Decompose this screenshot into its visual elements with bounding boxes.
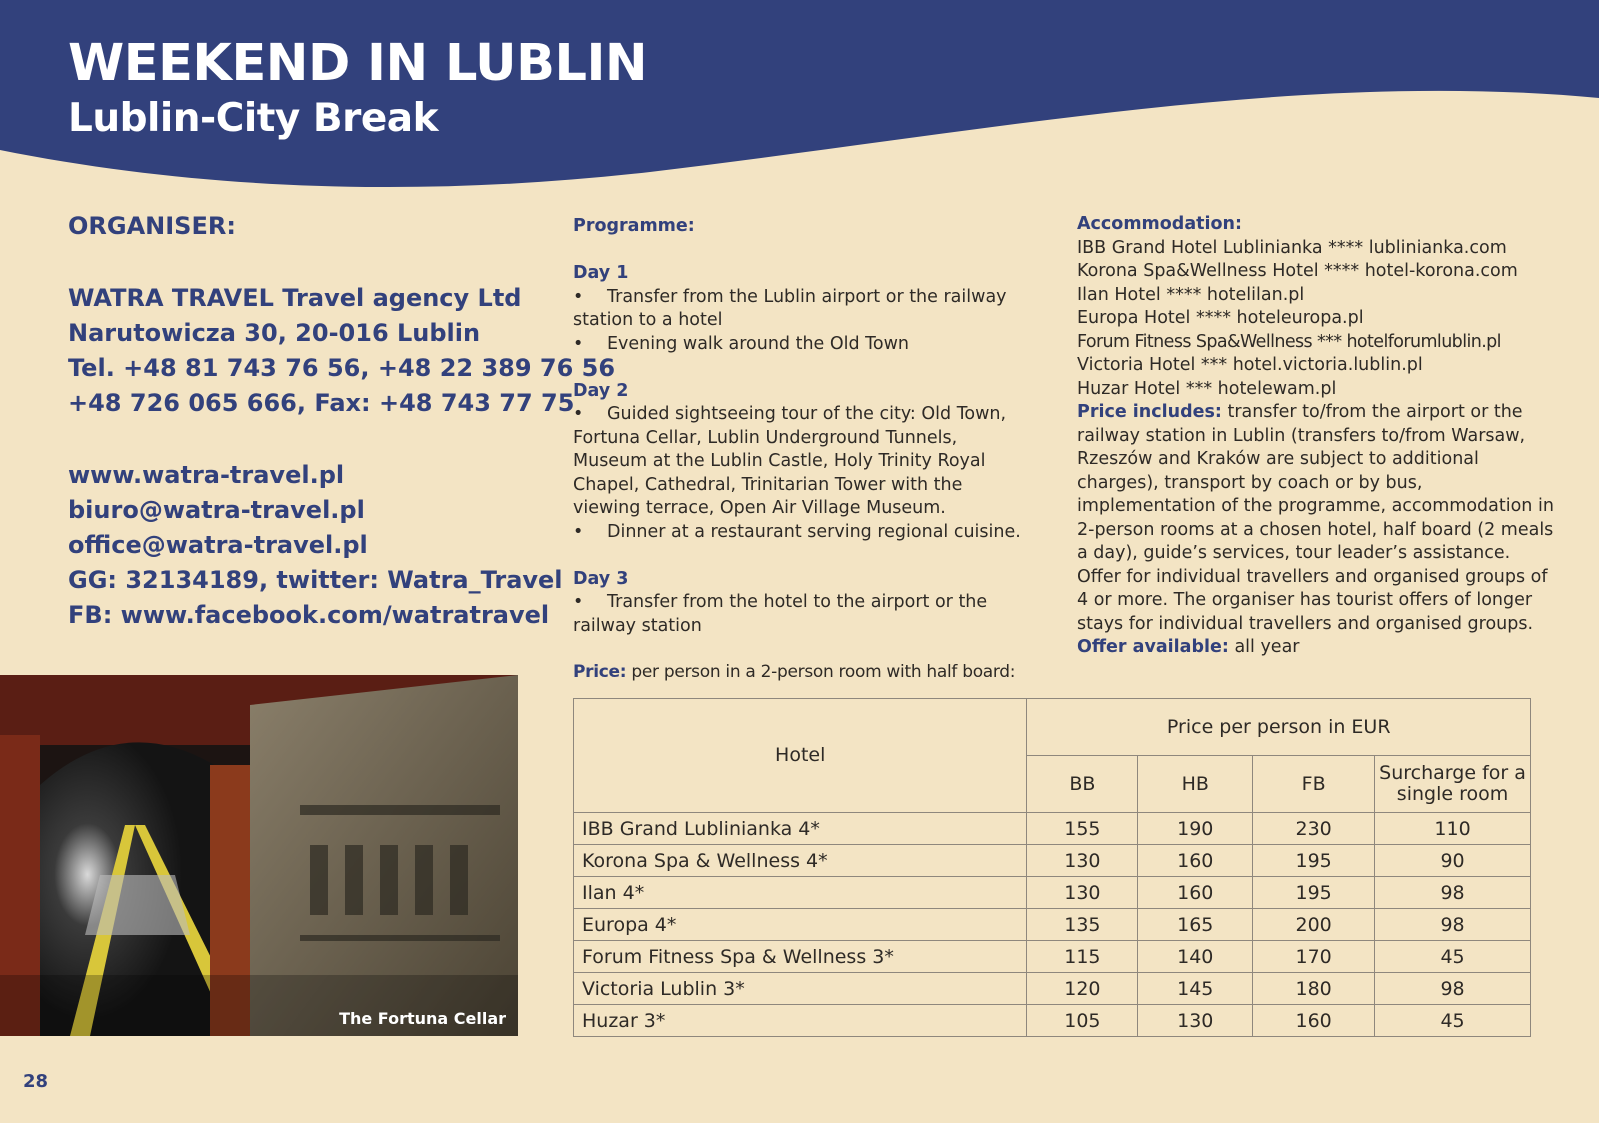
cell-bb: 130	[1027, 877, 1138, 909]
price-table	[573, 698, 1531, 1037]
list-item: • Transfer from the hotel to the airport or the railway station	[573, 592, 988, 636]
price-text: per person in a 2-person room with half board:	[626, 662, 1016, 682]
table-row	[574, 877, 1531, 909]
column-header-bb: BB	[1027, 756, 1138, 813]
column-header-hb: HB	[1138, 756, 1253, 813]
cell-hotel: Korona Spa & Wellness 4*	[574, 845, 1027, 877]
page-number: 28	[23, 1071, 49, 1092]
cell-hb: 160	[1138, 877, 1253, 909]
list-item: • Evening walk around the Old Town	[573, 333, 1033, 357]
fortuna-cellar-photo	[0, 675, 518, 1036]
tunnel-image	[0, 675, 518, 1036]
price-includes-text: transfer to/from the airport or the railway station in Lublin (transfers to/from Warsaw, Rzeszów and Kraków are subject to additional charges), transport by coach or by bus, implementation of the programme, accommodation in 2-person rooms at a chosen hotel, half board (2 meals a day), guide’s services, tour leader’s assistance. Offer for individual travellers and organised groups of 4 or more. The organiser has tourist offers of longer stays for individual travellers and organised groups.	[1077, 402, 1554, 634]
list-item: • Guided sightseeing tour of the city: Old Town, Fortuna Cellar, Lublin Underground Tunnels, Museum at the Lublin Castle, Holy Trinity Royal Chapel, Cathedral, Trinitarian Tower with the viewing terrace, Open Air Village Museum.	[573, 404, 1007, 518]
website-link[interactable]: www.watra-travel.pl	[68, 461, 345, 489]
cell-hb: 190	[1138, 813, 1253, 845]
cell-fb: 170	[1253, 941, 1375, 973]
price-label: Price:	[573, 662, 627, 682]
table-row	[574, 1005, 1531, 1037]
table-row	[574, 909, 1531, 941]
bullet-icon: •	[573, 592, 584, 612]
cell-hb: 130	[1138, 1005, 1253, 1037]
cell-fb: 200	[1253, 909, 1375, 941]
cell-bb: 115	[1027, 941, 1138, 973]
table-row	[574, 973, 1531, 1005]
cell-fb: 195	[1253, 877, 1375, 909]
bullet-icon: •	[573, 404, 584, 424]
cell-single: 98	[1375, 909, 1531, 941]
page-subtitle: Lublin-City Break	[68, 96, 439, 141]
organiser-contact	[68, 281, 615, 421]
email-link-office[interactable]: office@watra-travel.pl	[68, 531, 368, 559]
bullet-icon: •	[573, 333, 584, 354]
accommodation-heading: Accommodation:	[1077, 214, 1242, 234]
cell-fb: 195	[1253, 845, 1375, 877]
cell-fb: 230	[1253, 813, 1375, 845]
cell-single: 45	[1375, 941, 1531, 973]
hotel-item: Korona Spa&Wellness Hotel **** hotel-korona.com	[1077, 261, 1518, 281]
cell-hotel: Forum Fitness Spa & Wellness 3*	[574, 941, 1027, 973]
hotel-item: Forum Fitness Spa&Wellness *** hotelforumlublin.pl	[1077, 331, 1501, 352]
price-note	[573, 661, 1015, 684]
cell-single: 90	[1375, 845, 1531, 877]
hotel-item: Ilan Hotel **** hotelilan.pl	[1077, 284, 1305, 305]
hotel-item: Victoria Hotel *** hotel.victoria.lublin.pl	[1077, 355, 1423, 375]
table-row	[574, 813, 1531, 845]
column-header-single: Surcharge for a single room	[1375, 756, 1531, 813]
table-row	[574, 941, 1531, 973]
organiser-phone-fax: +48 726 065 666, Fax: +48 743 77 75	[68, 389, 575, 417]
page-title: WEEKEND IN LUBLIN	[68, 34, 648, 93]
cell-hotel: IBB Grand Lublinianka 4*	[574, 813, 1027, 845]
cell-single: 98	[1375, 877, 1531, 909]
programme-heading: Programme:	[573, 216, 695, 236]
offer-availability	[1077, 636, 1557, 660]
social-contacts: GG: 32134189, twitter: Watra_Travel	[68, 566, 563, 594]
hotel-item: Europa Hotel **** hoteleuropa.pl	[1077, 308, 1364, 328]
cell-hb: 160	[1138, 845, 1253, 877]
bullet-icon: •	[573, 286, 584, 307]
cell-bb: 105	[1027, 1005, 1138, 1037]
offer-text: all year	[1228, 637, 1300, 657]
cell-hotel: Huzar 3*	[574, 1005, 1027, 1037]
hotel-item: IBB Grand Hotel Lublinianka **** lublinianka.com	[1077, 237, 1507, 258]
column-header-fb: FB	[1253, 756, 1375, 813]
cell-single: 98	[1375, 973, 1531, 1005]
offer-label: Offer available:	[1077, 637, 1229, 657]
organiser-heading: ORGANISER:	[68, 212, 236, 240]
cell-bb: 120	[1027, 973, 1138, 1005]
cell-hotel: Ilan 4*	[574, 877, 1027, 909]
accommodation-section	[1077, 213, 1557, 660]
cell-hb: 140	[1138, 941, 1253, 973]
list-item: • Dinner at a restaurant serving regional cuisine.	[573, 521, 1033, 545]
cell-bb: 135	[1027, 909, 1138, 941]
organiser-company: WATRA TRAVEL Travel agency Ltd	[68, 284, 522, 312]
cell-bb: 155	[1027, 813, 1138, 845]
cell-hotel: Europa 4*	[574, 909, 1027, 941]
facebook-link[interactable]: FB: www.facebook.com/watratravel	[68, 601, 550, 629]
bullet-icon: •	[573, 521, 584, 542]
hotel-item: Huzar Hotel *** hotelewam.pl	[1077, 378, 1337, 399]
organiser-phone: Tel. +48 81 743 76 56, +48 22 389 76 56	[68, 354, 616, 382]
column-group-header: Price per person in EUR	[1027, 699, 1531, 756]
list-item: • Transfer from the Lublin airport or the railway station to a hotel	[573, 286, 1007, 330]
email-link[interactable]: biuro@watra-travel.pl	[68, 496, 365, 524]
day-2-label: Day 2	[573, 380, 629, 401]
organiser-online	[68, 458, 563, 633]
day-1-label: Day 1	[573, 263, 629, 283]
organiser-address: Narutowicza 30, 20-016 Lublin	[68, 319, 481, 347]
column-header-hotel: Hotel	[574, 699, 1027, 813]
cell-bb: 130	[1027, 845, 1138, 877]
day-3-label: Day 3	[573, 568, 629, 589]
photo-caption: The Fortuna Cellar	[339, 1009, 506, 1028]
cell-hotel: Victoria Lublin 3*	[574, 973, 1027, 1005]
cell-single: 45	[1375, 1005, 1531, 1037]
cell-hb: 165	[1138, 909, 1253, 941]
price-includes	[1077, 401, 1557, 636]
programme-section	[573, 215, 1033, 638]
cell-fb: 160	[1253, 1005, 1375, 1037]
cell-hb: 145	[1138, 973, 1253, 1005]
table-row	[574, 845, 1531, 877]
cell-single: 110	[1375, 813, 1531, 845]
cell-fb: 180	[1253, 973, 1375, 1005]
price-includes-label: Price includes:	[1077, 402, 1222, 422]
